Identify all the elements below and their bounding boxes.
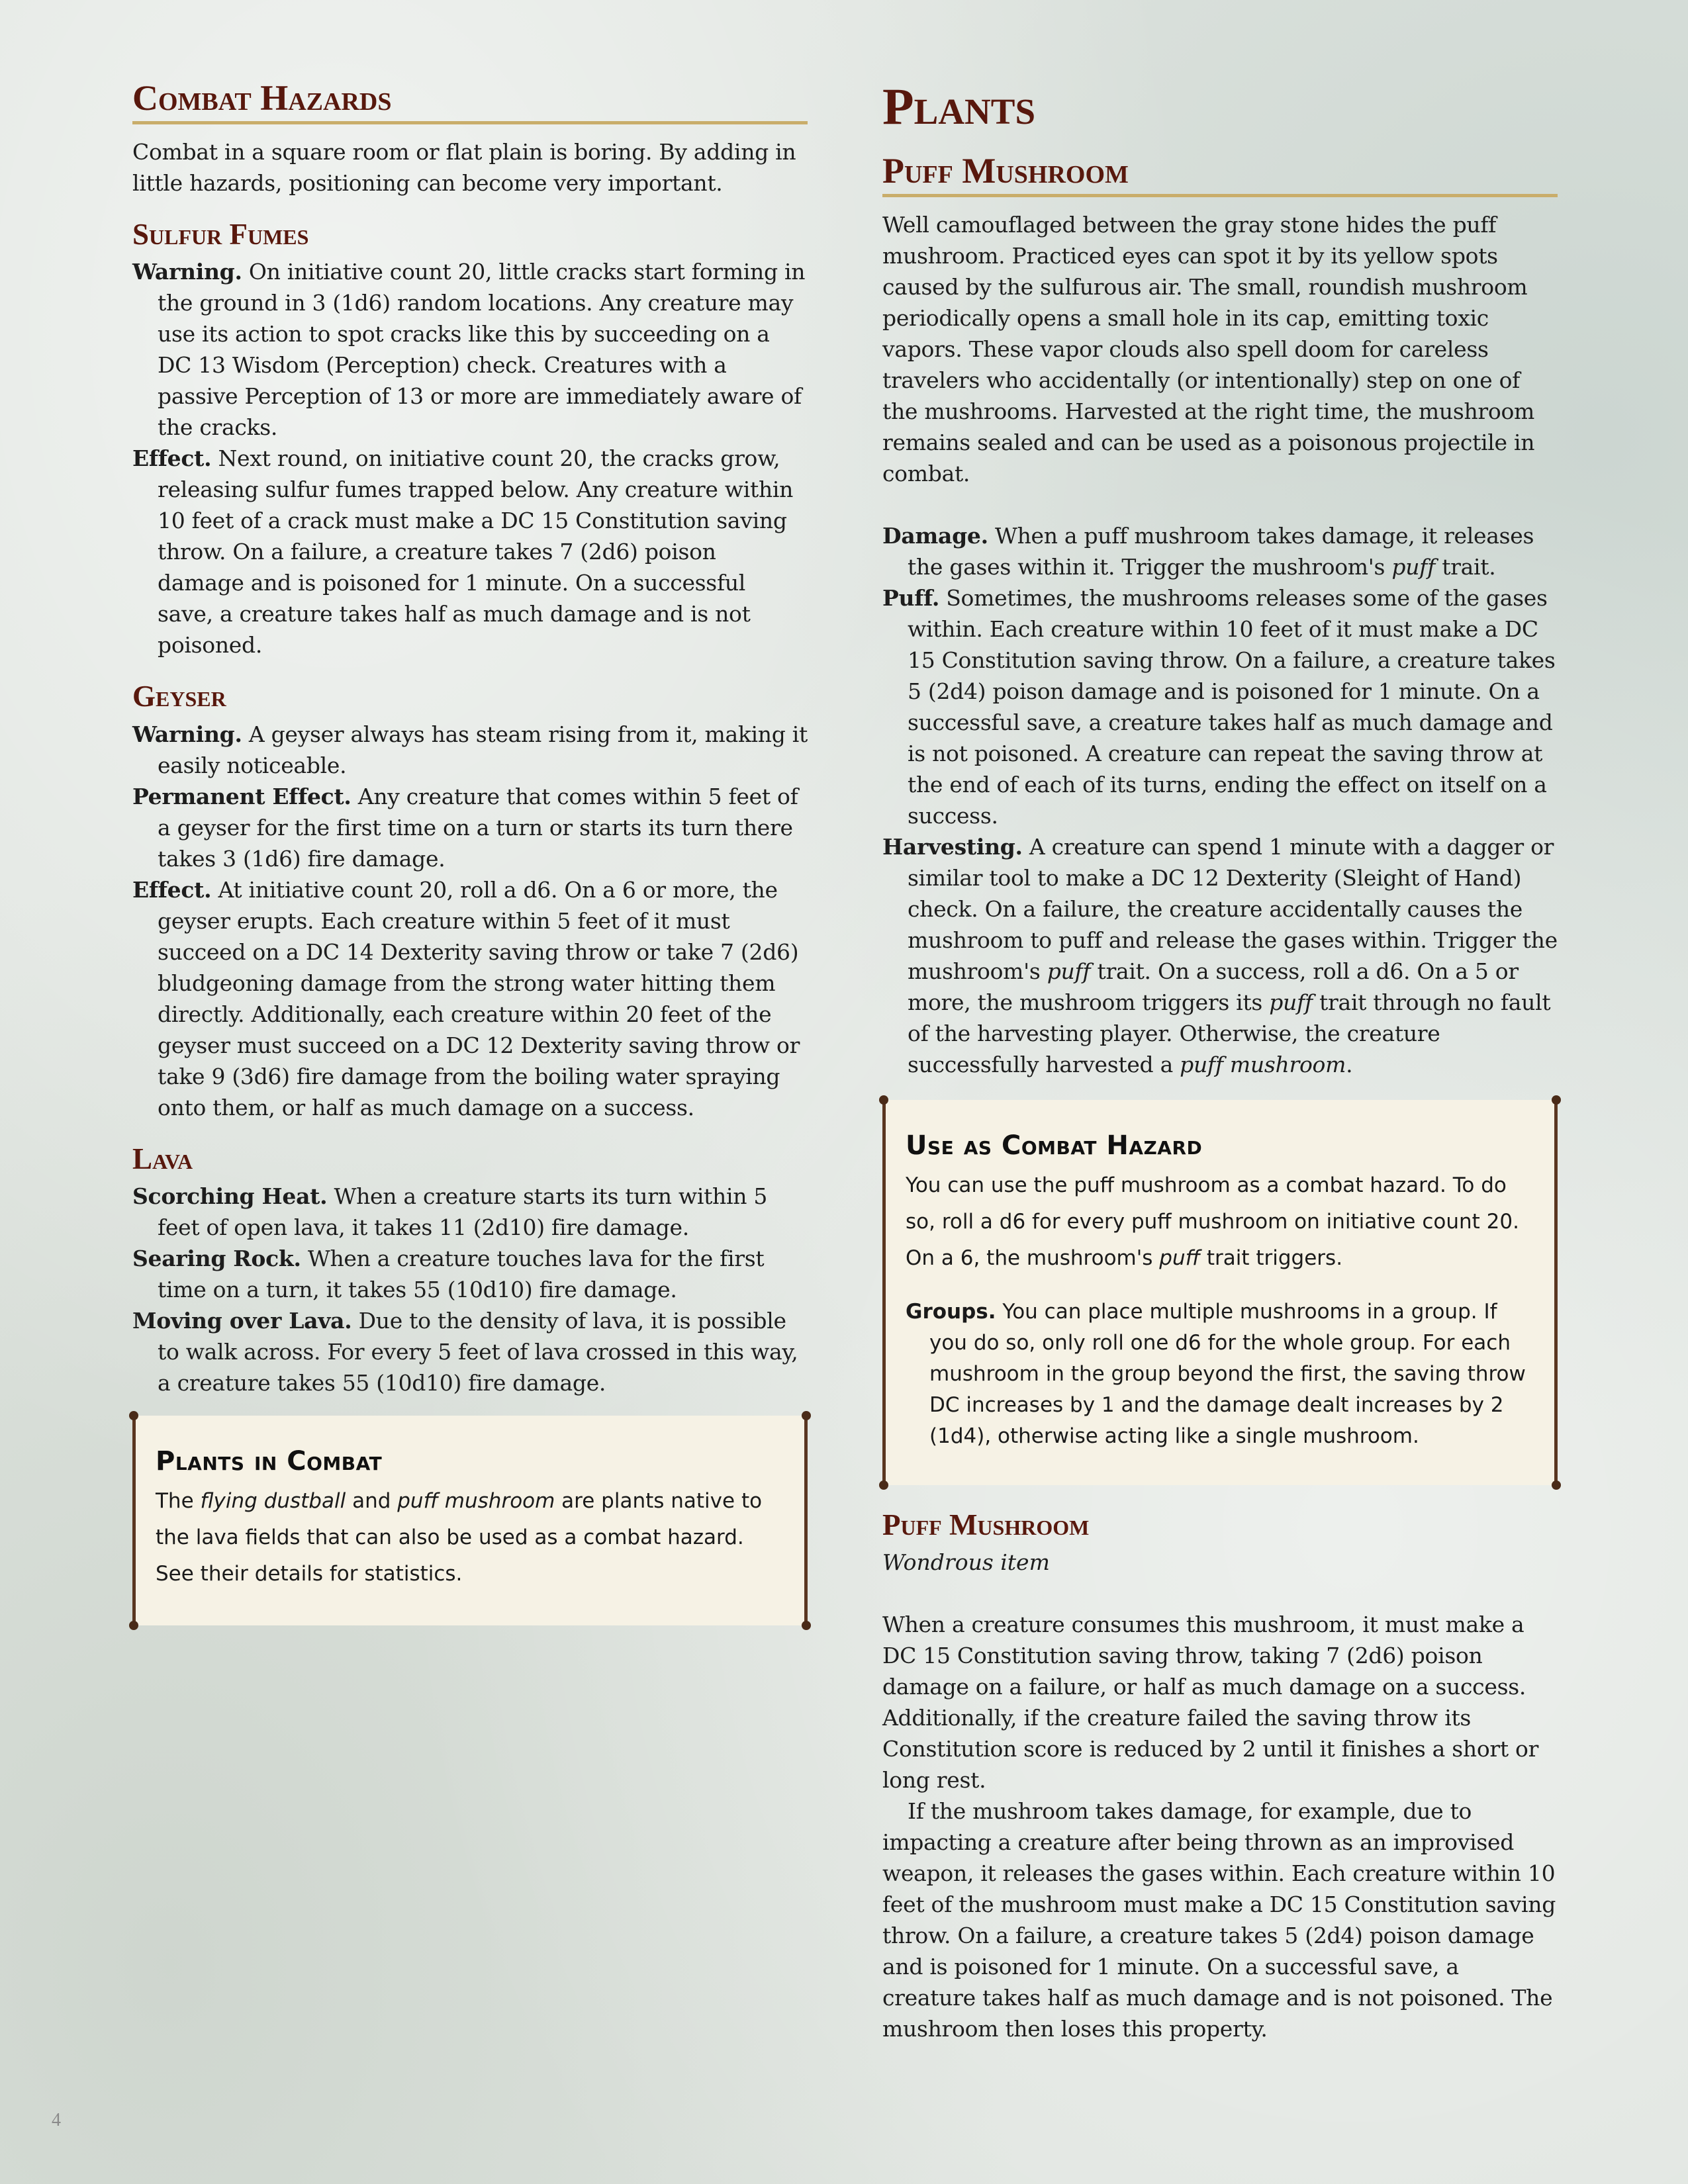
entry-text: trait through no fault of the harvesting player. Otherwise, the creature successfully harvested a <box>908 989 1551 1077</box>
note-text: are plants native to the lava fields that can also be used as a combat hazard. See their details for statistics. <box>156 1489 763 1586</box>
entry-text: trait. <box>1435 553 1496 580</box>
geyser-warning-entry <box>132 719 808 781</box>
entry-label: Effect. <box>132 445 212 472</box>
note-text: The <box>156 1489 201 1514</box>
entry-italic: puff mushroom <box>1180 1051 1346 1077</box>
entry-text: . <box>1346 1051 1353 1077</box>
entry-text: A geyser always has steam rising from it, making it easily noticeable. <box>158 721 808 778</box>
combat-hazards-heading: Combat Hazards <box>132 79 808 124</box>
spacer <box>882 1578 1558 1609</box>
entry-label: Moving over Lava. <box>132 1308 352 1334</box>
right-column <box>882 71 1558 2044</box>
note-title: Plants in Combat <box>156 1446 383 1477</box>
puff-mushroom-heading: Puff Mushroom <box>882 152 1558 197</box>
entry-italic: puff <box>1269 989 1313 1015</box>
puff-damage-entry <box>882 520 1558 582</box>
plants-in-combat-note <box>132 1416 808 1625</box>
geyser-permanent-entry <box>132 781 808 874</box>
note-rivet <box>879 1095 888 1105</box>
item-paragraph-1: When a creature consumes this mushroom, it must make a DC 15 Constitution saving throw, taking 7 (2d6) poison damage on a failure, or half as much damage on a success. Additionally, if the creature failed the saving throw its Constitution score is reduced by 2 until it finishes a short or long rest. <box>882 1612 1539 1794</box>
entry-text: On initiative count 20, little cracks start forming in the ground in 3 (1d6) random locations. Any creature may use its action to spot cracks like this by succeeding on a DC 13 Wisdom (Perception) check. Creatures with a passive Perception of 13 or more are immediately aware of the cracks. <box>158 259 806 441</box>
entry-italic: puff <box>1391 553 1435 580</box>
plants-heading: Plants <box>882 77 1036 135</box>
geyser-heading: Geyser <box>132 680 226 713</box>
entry-text: Any creature that comes within 5 feet of a geyser for the first time on a turn or starts its turn there takes 3 (1d6) fire damage. <box>158 783 798 872</box>
item-heading: Puff Mushroom <box>882 1508 1090 1541</box>
sulfur-effect-entry <box>132 443 808 660</box>
note-rivet <box>802 1411 811 1420</box>
combat-hazard-note <box>882 1100 1558 1485</box>
note-text: trait triggers. <box>1199 1246 1343 1270</box>
sulfur-warning-entry <box>132 256 808 443</box>
entry-label: Scorching Heat. <box>132 1183 328 1210</box>
note-text: and <box>346 1489 398 1514</box>
note-italic: flying dustball <box>200 1489 346 1514</box>
entry-text: You can place multiple mushrooms in a group. If you do so, only roll one d6 for the whole group. For each mushroom in the group beyond the first, the saving throw DC increases by 1 and the damage dealt increases by 2 (1d4), otherwise acting like a single mushroom. <box>929 1299 1526 1448</box>
geyser-effect-entry <box>132 874 808 1123</box>
note-body <box>156 1483 780 1592</box>
entry-label: Permanent Effect. <box>132 783 352 809</box>
entry-text: When a puff mushroom takes damage, it releases the gases within it. Trigger the mushroom's <box>908 522 1534 580</box>
entry-text: At initiative count 20, roll a d6. On a 6 or more, the geyser erupts. Each creature within 5 feet of it must succeed on a DC 14 Dexterity saving throw or take 7 (2d6) bludgeoning damage from the strong water hitting them directly. Additionally, each creature within 20 feet of the geyser must succeed on a DC 12 Dexterity saving throw or take 9 (3d6) fire damage from the boiling water spraying onto them, or half as much damage on a success. <box>158 876 800 1120</box>
entry-text: A creature can spend 1 minute with a dagger or similar tool to make a DC 12 Dexterity (Sleight of Hand) check. On a failure, the creature accidentally causes the mushroom to puff and release the gases within. Trigger the mushroom's <box>908 833 1558 984</box>
entry-text: Sometimes, the mushrooms releases some of the gases within. Each creature within 10 feet of it must make a DC 15 Constitution saving throw. On a failure, a creature takes 5 (2d4) poison damage and is poisoned for 1 minute. On a successful save, a creature takes half as much damage and is not poisoned. A creature can repeat the saving throw at the end of each of its turns, ending the effect on itself on a success. <box>908 584 1556 829</box>
puff-harvesting-entry <box>882 831 1558 1080</box>
entry-label: Searing Rock. <box>132 1246 301 1272</box>
entry-label: Harvesting. <box>882 833 1023 860</box>
entry-text: Next round, on initiative count 20, the cracks grow, releasing sulfur fumes trapped below. Any creature within 10 feet of a crack must make a DC 15 Constitution saving throw. On a failure, a creature takes 7 (2d6) poison damage and is poisoned for 1 minute. On a successful save, a creature takes half as much damage and is not poisoned. <box>158 445 794 659</box>
entry-text: When a creature touches lava for the first time on a turn, it takes 55 (10d10) fire damage. <box>158 1246 765 1303</box>
entry-text: trait. On a success, roll a d6. On a 5 or more, the mushroom triggers its <box>908 958 1519 1015</box>
note-rivet <box>802 1621 811 1630</box>
note-rivet <box>879 1480 888 1490</box>
page-number: 4 <box>52 2110 61 2130</box>
item-paragraph-2: If the mushroom takes damage, for example, due to impacting a creature after being thrown as an improvised weapon, it releases the gases within. Each creature within 10 feet of the mushroom must make a DC 15 Constitution saving throw. On a failure, a creature takes 5 (2d4) poison damage and is poisoned for 1 minute. On a successful save, a creature takes half as much damage and is not poisoned. The mushroom then loses this property. <box>882 1798 1556 2042</box>
entry-italic: puff <box>1047 958 1091 984</box>
puff-description: Well camouflaged between the gray stone hides the puff mushroom. Practiced eyes can spot it by its yellow spots caused by the sulfurous air. The small, roundish mushroom periodically opens a small hole in its cap, emitting toxic vapors. These vapor clouds also spell doom for careless travelers who accidentally (or intentionally) step on one of the mushrooms. Harvested at the right time, the mushroom remains sealed and can be used as a poisonous projectile in combat. <box>882 211 1535 486</box>
item-subtitle: Wondrous item <box>882 1549 1050 1576</box>
entry-label: Groups. <box>906 1299 996 1324</box>
entry-label: Warning. <box>132 721 242 747</box>
spacer <box>882 489 1558 520</box>
entry-text: When a creature starts its turn within 5 feet of open lava, it takes 11 (2d10) fire damage. <box>158 1183 768 1241</box>
lava-moving-entry <box>132 1305 808 1398</box>
lava-searing-entry <box>132 1243 808 1305</box>
note-rivet <box>1552 1480 1561 1490</box>
entry-label: Puff. <box>882 584 940 611</box>
entry-label: Warning. <box>132 259 242 285</box>
note-rivet <box>129 1621 138 1630</box>
note-italic: puff mushroom <box>397 1489 555 1514</box>
lava-scorching-entry <box>132 1181 808 1243</box>
lava-heading: Lava <box>132 1142 193 1175</box>
note-text: You can use the puff mushroom as a combat hazard. To do so, roll a d6 for every puff mushroom on initiative count 20. On a 6, the mushroom's <box>906 1173 1519 1270</box>
note-groups-entry <box>906 1297 1530 1452</box>
note-italic: puff <box>1159 1246 1200 1270</box>
note-rivet <box>1552 1095 1561 1105</box>
combat-hazards-intro: Combat in a square room or flat plain is boring. By adding in little hazards, positioning can become very important. <box>132 138 796 196</box>
left-column <box>132 79 808 1625</box>
entry-label: Damage. <box>882 522 988 549</box>
sulfur-fumes-heading: Sulfur Fumes <box>132 217 309 251</box>
puff-puff-entry <box>882 582 1558 831</box>
entry-label: Effect. <box>132 876 212 903</box>
entry-text: Due to the density of lava, it is possible to walk across. For every 5 feet of lava crossed in this way, a creature takes 55 (10d10) fire damage. <box>158 1308 798 1396</box>
note-body <box>906 1167 1530 1277</box>
note-rivet <box>129 1411 138 1420</box>
note-title: Use as Combat Hazard <box>906 1130 1203 1161</box>
